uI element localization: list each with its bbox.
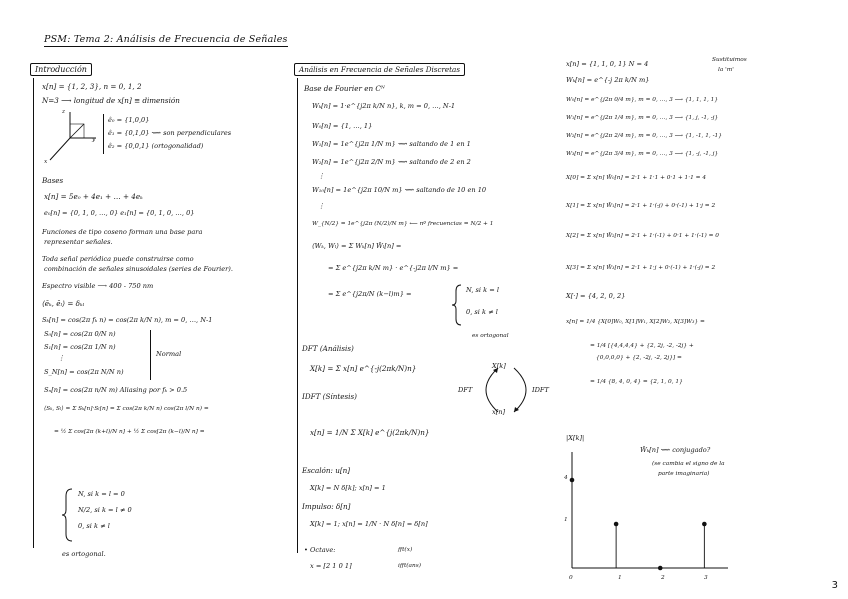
note-line: x[n] = {1, 2, 3}, n = 0, 1, 2 [42,82,142,91]
note-line: X[k] = Σ x[n] e^{-j(2πk/N)n} [310,364,417,373]
note-line: W₂[n] = e^{j2π 2/4 m}, m = 0, …, 3 ⟶ {1, -1, 1, -1} [566,133,722,139]
y-tick-label: 4 [564,475,568,481]
note-line: W_{N/2} = 1e^{j2π (N/2)/N m} ⟵ nº frecuencias = N/2 + 1 [312,221,494,227]
note-line: S₁[n] = cos(2π 1/N n) [44,343,116,351]
note-line: W₁₀[n] = 1e^{j2π 10/N m} ⟿ saltando de 10 en 10 [312,186,487,194]
stem-point [570,478,575,483]
note-line: W₀[n] = e^{j2π 0/4 m}, m = 0, …, 3 ⟶ {1, 1, 1, 1} [566,97,719,103]
col2-margin-line [297,78,298,553]
note-line: = ½ Σ cos[2π (k+l)/N n] + ½ Σ cos[2π (k−l)/N n] = [54,429,205,435]
note-line: ⋮ [318,202,325,210]
x-tick-label: 3 [704,575,708,581]
note-line: x[n] = 5e₀ + 4e₁ + … + 4eₖ [44,192,143,201]
note-line: x[n] = {1, 1, 0, 1} N = 4 [566,60,649,68]
side-note: la 'm' [718,67,734,73]
note-line: Bases [42,176,64,185]
axis-label-x: x [44,159,48,165]
note-line: X[3] = Σ x[n] W̄₃[n] = 2·1 + 1·j + 0·(-1) + 1·(-j) = 2 [566,265,716,271]
note-line: x[n] = 1/N Σ X[k] e^{j(2πk/N)n} [310,428,430,437]
page-number: 3 [831,580,838,591]
conj-note: W̄ₖ[n] ⟿ conjugado? [640,446,711,454]
note-line: es ortogonal [472,333,509,339]
note-line: ⋮ [58,354,65,362]
note-line: X[1] = Σ x[n] W̄₁[n] = 2·1 + 1·(-j) + 0·(-1) + 1·j = 2 [566,203,716,209]
magnitude-stem-plot [560,446,730,576]
note-line: Wₖ[n] = e^{-j 2π k/N m} [566,76,650,84]
side-note: Sustituimos [712,57,747,63]
note-line: N, si k = l = 0 [78,490,125,498]
plot-ylabel: |X[k]| [566,434,585,442]
note-line: es ortogonal. [62,550,106,558]
x-tick-label: 1 [618,575,622,581]
note-line: Espectro visible ⟶ 400 - 750 nm [42,282,154,290]
section-heading-analisis: Análisis en Frecuencia de Señales Discretas [294,63,465,76]
note-line: x = [2 1 0 1] [310,562,352,570]
note-line: Wₖ[n] = 1·e^{j2π k/N n}, k, m = 0, …, N-1 [312,102,456,110]
cycle-left-label: DFT [458,386,473,394]
note-line: = 1/4 [{4,4,4,4} + {2, 2j, -2, -2j} + [590,343,694,349]
note-line: IDFT (Síntesis) [302,392,357,401]
note-line: X[2] = Σ x[n] W̄₂[n] = 2·1 + 1·(-1) + 0·1 + 1·(-1) = 0 [566,233,719,239]
note-line: ê₂ = {0,0,1} (ortogonalidad) [108,142,204,150]
conj-note: (se cambia el signo de la [652,461,725,467]
cases-brace [62,488,74,542]
note-line: ê₀ = {1,0,0} [108,116,150,124]
note-line: = 1/4 {8, 4, 0, 4} = {2, 1, 0, 1} [590,379,683,385]
note-line: ê₁ = {0,1,0} ⟿ son perpendiculares [108,129,232,137]
note-line: N=3 ⟶ longitud de x[n] ≡ dimensión [42,96,180,105]
note-line: W₁[n] = 1e^{j2π 1/N m} ⟿ saltando de 1 en 1 [312,140,471,148]
note-line: ⋮ [318,172,325,180]
note-line: combinación de señales sinusoidales (series de Fourier). [44,265,233,273]
note-line: N, si k = l [466,286,499,294]
note-line: ⟨Wₖ, Wₗ⟩ = Σ Wₖ[n] W̄ₗ[n] = [312,242,402,250]
col1-margin-line [33,78,34,548]
note-line: {0,0,0,0} + {2, -2j, -2, 2j}] = [596,355,682,361]
stem-point [658,566,663,571]
octave-command: fft(x) [398,547,413,553]
note-line: W₁[n] = e^{j2π 1/4 m}, m = 0, …, 3 ⟶ {1, j, -1, -j} [566,115,719,121]
note-line: X[k] = N δ[k]; x[n] = 1 [310,484,386,492]
note-line: 0, si k ≠ l [466,308,498,316]
axis-label-y: y [92,137,96,143]
axes-sketch [40,108,100,168]
note-line: W₀[n] = {1, …, 1} [312,122,373,130]
brace [103,114,104,154]
x-tick-label: 2 [661,575,665,581]
page-title: PSM: Tema 2: Análisis de Frecuencia de Señales [44,34,288,45]
note-line: S_N[n] = cos(2π N/N n) [44,368,124,376]
note-line: W₃[n] = e^{j2π 3/4 m}, m = 0, …, 3 ⟶ {1, -j, -1, j} [566,151,719,157]
cycle-right-label: IDFT [532,386,549,394]
cases-brace [452,284,462,326]
note-line: X[0] = Σ x[n] W̄₀[n] = 2·1 + 1·1 + 0·1 + 1·1 = 4 [566,175,707,181]
note-line: Sₖ[n] = cos(2π fₖ n) = cos(2π k/N n), m = 0, …, N-1 [42,316,213,324]
note-line: X[k] = 1; x[n] = 1/N · N δ[n] = δ[n] [310,520,428,528]
octave-command: ifft(ans) [398,563,421,569]
note-line: 0, si k ≠ l [78,522,110,530]
note-line: S₀[n] = cos(2π 0/N n) [44,330,116,338]
cycle-bottom-label: x[n] [492,408,506,416]
note-line: e₀[n] = {0, 1, 0, …, 0} e₁[n] = {0, 1, 0, …, 0} [44,209,195,217]
stem-point [702,522,707,527]
axis-label-z: z [62,109,66,115]
conj-note: parte imaginaria) [658,471,710,477]
note-line: Sₙ[n] = cos(2π n/N m) Aliasing por fₖ > 0.5 [44,386,188,394]
note-line: DFT (Análisis) [302,344,354,353]
note-line: = Σ e^{j2π k/N m} · e^{-j2π l/N m} = [328,264,459,272]
brace [150,330,151,380]
note-line: = Σ e^{j2π/N (k−l)m} = [328,290,412,298]
note-line: x[n] = 1/4 {X[0]W₀, X[1]W₁, X[2]W₂, X[3]W₃} = [566,319,705,325]
normal-label: Normal [156,350,182,358]
note-line: • Octave: [304,546,336,554]
note-line: ⟨ēₖ, ēₗ⟩ = δₖₗ [42,299,85,308]
note-line: Escalón: u[n] [302,466,351,475]
stem-point [614,522,619,527]
note-line: ⟨Sₖ, Sₗ⟩ = Σ Sₖ[n]·Sₗ[n] = Σ cos(2π k/N n) cos(2π l/N n) = [44,406,209,412]
note-line: N/2, si k = l ≠ 0 [78,506,132,514]
note-line: W₂[n] = 1e^{j2π 2/N m} ⟿ saltando de 2 en 2 [312,158,471,166]
note-line: Impulso: δ[n] [302,502,351,511]
section-heading-introduccion: Introducción [30,63,92,76]
x-tick-label: 0 [569,575,573,581]
note-line: Base de Fourier en Cᴺ [304,84,385,93]
y-tick-label: 1 [564,517,568,523]
note-line: X[·] = {4, 2, 0, 2} [566,292,626,300]
cycle-top-label: X[k] [492,362,506,370]
note-line: representar señales. [44,238,113,246]
note-line: Funciones de tipo coseno forman una base para [42,228,203,236]
note-line: Toda señal periódica puede construirse como [42,255,194,263]
